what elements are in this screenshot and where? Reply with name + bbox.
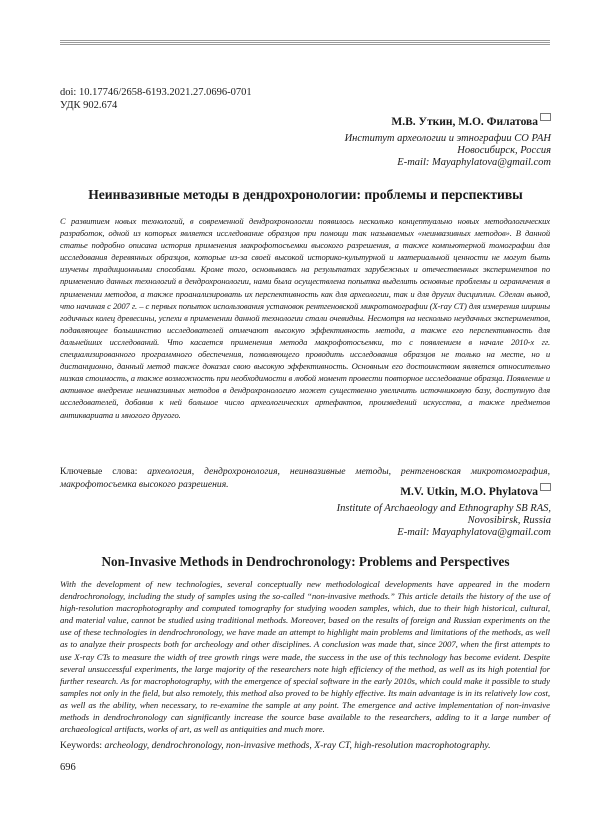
affiliation-en (337, 503, 551, 539)
keywords-ru-label: Ключевые слова: (60, 466, 138, 477)
page-number: 696 (60, 762, 76, 773)
affiliation-en-line: Institute of Archaeology and Ethnography SB RAS, (336, 503, 551, 514)
affiliation-en-line: Novosibirsk, Russia (467, 515, 551, 526)
envelope-icon (540, 113, 551, 121)
keywords-en-text: archeology, dendrochronology, non-invasive methods, X-ray CT, high-resolution macrophotography. (104, 740, 491, 751)
doi: doi: 10.17746/2658-6193.2021.27.0696-0701 (60, 87, 252, 98)
affiliation-ru-line: Новосибирск, Россия (457, 145, 551, 156)
keywords-en-label: Keywords: (60, 740, 103, 751)
envelope-icon (540, 483, 551, 491)
title-en: Non-Invasive Methods in Dendrochronology: Problems and Perspectives (101, 554, 510, 569)
authors-ru-text: М.В. Уткин, М.О. Филатова (391, 116, 538, 128)
affiliation-ru-email: E-mail: Mayaphylatova@gmail.com (397, 157, 551, 168)
abstract-en: With the development of new technologies, several conceptually new methodological developments have appeared in the modern dendrochronology, including the study of samples using the so-called “non-invasive methods.” This article details the history of the use of high-resolution macrophotography and computed tomography for studying wooden samples, which, due to their high historical, cultural, and material value, cannot be studied using traditional methods. Moreover, based on the results of foreign and Russian experiments on the use of these technologies in dendrochronology, we have made an attempt to highlight main problems and limitations of the methods, as well as to analyze their prospects both for archeology and other disciplines. A conclusion was made that, since 2007, when the first attempts to use X-ray CTs to measure the width of tree growth rings were made, the success in the use of this technology has become evident. Despite several unsuccessful experiments, the large majority of the researchers note high efficiency of the method, as well as its high potential for further research. As for macrophotography, with the emergence of special software in the early 2010s, which could make it possible to study samples not only in the field, but also remotely, this method also proved to be highly effective. Its main advantage is in its relatively low cost, as well as the ability, when necessary, to re-examine the sample at any point. The emergence and active implementation of non-invasive methods in dendrochronology can significantly increase the source base available to the researchers, adding to it a large number of archaeological artifacts, works of art, as well as antiquities and much more. (60, 579, 550, 735)
authors-ru (391, 116, 551, 128)
article-identifiers (60, 86, 252, 112)
authors-en-text: M.V. Utkin, M.O. Phylatova (400, 486, 538, 498)
affiliation-ru-line: Институт археологии и этнографии СО РАН (344, 133, 551, 144)
title-ru: Неинвазивные методы в дендрохронологии: проблемы и перспективы (88, 187, 523, 202)
abstract-ru: С развитием новых технологий, в современной дендрохронологии появилось несколько концептуально новых методологических разработок, одной из которых является исследование образцов при помощи так называемых «неинвазивных методов». В данной статье подробно описана история применения макрофотосъемки высокого разрешения, а также компьютерной томографии для исследования деревянных образцов, которые из-за своей высокой историко-культурной и материальной ценности не могут быть изучены традиционными способами. Кроме того, основываясь на результатах зарубежных и отечественных экспериментов по применению данных технологий в дендрохронологии, нами была осуществлена попытка выделить основные проблемы и ограничения в применении методов, а также проанализировать их перспективность как для археологии, так и для других дисциплин. Сделан вывод, что начиная с 2007 г. – с первых попыток использования установок рентгеновской микротомографии (X-ray CT) для измерения ширины годичных колец древесины, успехи в применении данной технологии стали очевидны. Несмотря на несколько неудачных экспериментов, подавляющее большинство исследователей отмечают высокую эффективность метода, а также его перспективность для дальнейших исследований. Что касается применения метода макрофотосъемки, то с появлением в начале 2010-х гг. специализированного программного обеспечения, позволяющего проводить исследования образцов не только на месте, но и дистанционно, данный метод также доказал свою высокую эффективность. Основным его достоинством является относительно низкая стоимость, а также возможность при необходимости в любой момент провести повторное исследование образца. Появление и активное внедрение неинвазивных методов в дендрохронологию может существенно увеличить источниковую базу, доступную для исследователей, добавив к ней большое число археологических артефактов, произведений искусства, а также предметов антиквариата и многого другого. (60, 216, 550, 420)
udk: УДК 902.674 (60, 100, 118, 111)
header-rule (60, 40, 550, 45)
affiliation-en-email: E-mail: Mayaphylatova@gmail.com (397, 527, 551, 538)
authors-en (400, 486, 551, 498)
affiliation-ru (345, 133, 551, 169)
keywords-en (60, 740, 550, 751)
keywords-ru-text: археология, дендрохронология, неинвазивные методы, рентгеновская микротомография, макрофотосъемка высокого разрешения. (60, 466, 550, 490)
